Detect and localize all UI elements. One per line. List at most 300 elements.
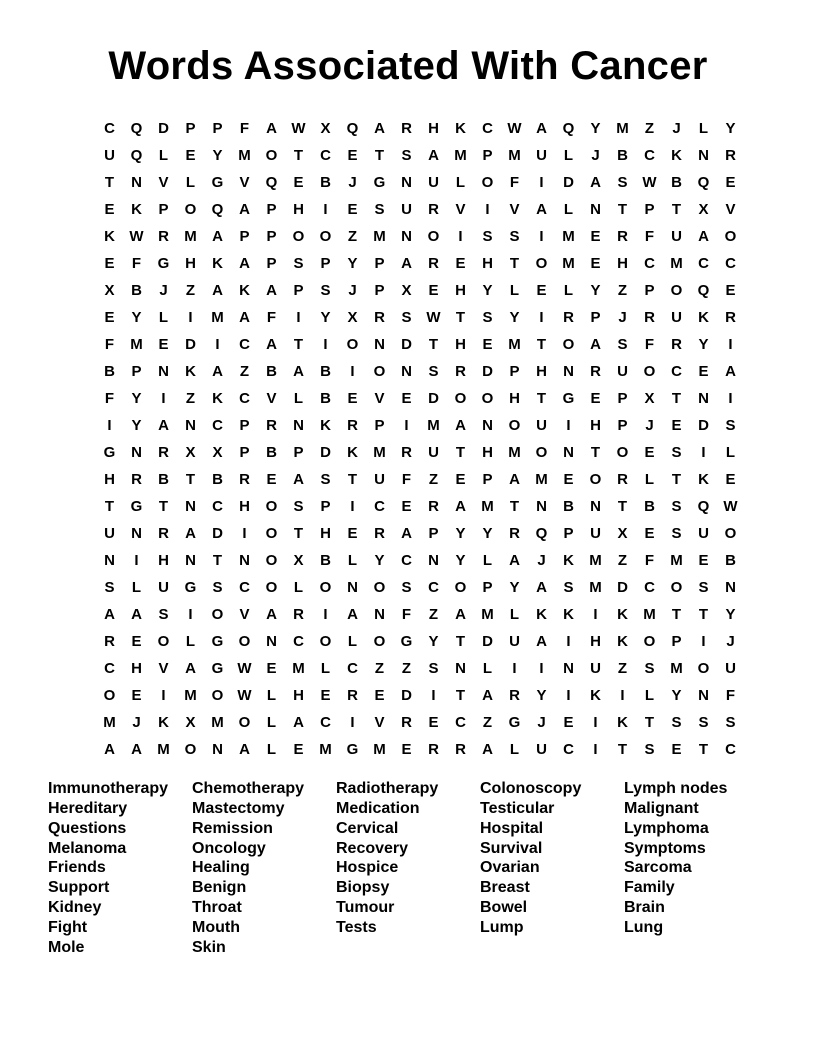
grid-letter: P	[185, 120, 196, 137]
grid-letter: M	[373, 444, 386, 461]
grid-letter: T	[590, 444, 601, 461]
grid-letter: X	[212, 444, 223, 461]
grid-letter: O	[319, 228, 332, 245]
word-item: Symptoms	[624, 839, 706, 857]
grid-letter: G	[103, 444, 116, 461]
grid-letter: T	[158, 498, 169, 515]
grid-letter: T	[293, 525, 304, 542]
grid-letter: C	[104, 660, 115, 677]
grid-letter: F	[239, 120, 250, 137]
grid-letter: H	[536, 363, 547, 380]
grid-letter: R	[509, 525, 520, 542]
grid-letter: R	[671, 336, 682, 353]
grid-letter: L	[293, 390, 304, 407]
grid-letter: M	[670, 660, 683, 677]
grid-letter: J	[726, 633, 735, 650]
grid-letter: A	[536, 201, 547, 218]
grid-letter: O	[697, 660, 710, 677]
grid-letter: N	[698, 147, 709, 164]
grid-letter: O	[157, 633, 170, 650]
grid-letter: R	[401, 444, 412, 461]
grid-letter: T	[293, 147, 304, 164]
grid-letter: A	[455, 498, 466, 515]
grid-letter: E	[347, 525, 358, 542]
grid-letter: D	[401, 687, 412, 704]
grid-letter: F	[644, 336, 655, 353]
grid-letter: L	[185, 633, 196, 650]
grid-letter: X	[185, 444, 196, 461]
grid-letter: K	[536, 606, 547, 623]
grid-letter: O	[292, 228, 305, 245]
grid-letter: Y	[698, 336, 709, 353]
grid-letter: E	[266, 660, 277, 677]
grid-letter: K	[698, 309, 709, 326]
grid-letter: A	[239, 309, 250, 326]
grid-letter: I	[404, 417, 409, 434]
grid-letter: H	[482, 255, 493, 272]
grid-letter: R	[617, 471, 628, 488]
grid-letter: O	[724, 525, 737, 542]
word-item: Cervical	[336, 819, 399, 837]
grid-letter: W	[129, 228, 144, 245]
grid-letter: O	[238, 633, 251, 650]
grid-letter: P	[617, 390, 628, 407]
grid-letter: R	[266, 417, 277, 434]
grid-letter: Y	[725, 606, 736, 623]
grid-letter: X	[401, 282, 412, 299]
grid-letter: U	[428, 174, 439, 191]
grid-letter: S	[482, 228, 493, 245]
grid-letter: T	[212, 552, 223, 569]
grid-letter: E	[158, 336, 169, 353]
word-item: Mouth	[192, 918, 240, 936]
grid-letter: L	[185, 174, 196, 191]
grid-letter: N	[374, 336, 385, 353]
grid-letter: D	[482, 363, 493, 380]
grid-letter: L	[644, 471, 655, 488]
grid-letter: E	[725, 174, 736, 191]
grid-letter: E	[428, 282, 439, 299]
grid-row	[96, 520, 744, 547]
grid-letter: M	[508, 444, 521, 461]
grid-letter: V	[158, 174, 169, 191]
grid-letter: W	[642, 174, 657, 191]
grid-letter: Y	[590, 120, 601, 137]
grid-letter: O	[265, 525, 278, 542]
grid-letter: A	[536, 579, 547, 596]
grid-letter: U	[725, 660, 736, 677]
grid-letter: L	[131, 579, 142, 596]
grid-letter: J	[348, 282, 357, 299]
grid-letter: E	[455, 471, 466, 488]
grid-letter: G	[373, 174, 386, 191]
grid-letter: R	[374, 525, 385, 542]
grid-letter: V	[239, 606, 250, 623]
grid-letter: U	[698, 525, 709, 542]
grid-letter: X	[644, 390, 655, 407]
grid-letter: E	[347, 147, 358, 164]
grid-letter: H	[185, 255, 196, 272]
grid-letter: R	[428, 741, 439, 758]
grid-row	[96, 142, 744, 169]
grid-letter: O	[589, 471, 602, 488]
word-item: Immunotherapy	[48, 780, 169, 797]
grid-letter: M	[373, 741, 386, 758]
grid-letter: X	[617, 525, 628, 542]
grid-letter: N	[590, 498, 601, 515]
grid-letter: O	[670, 282, 683, 299]
grid-letter: L	[266, 687, 277, 704]
grid-row	[96, 601, 744, 628]
grid-row	[96, 169, 744, 196]
grid-letter: H	[131, 660, 142, 677]
grid-letter: I	[350, 363, 355, 380]
grid-letter: O	[103, 687, 116, 704]
grid-letter: A	[104, 741, 115, 758]
grid-letter: T	[455, 687, 466, 704]
grid-letter: H	[320, 525, 331, 542]
grid-letter: E	[401, 741, 412, 758]
grid-letter: I	[539, 174, 544, 191]
grid-letter: C	[428, 579, 439, 596]
grid-letter: C	[455, 714, 466, 731]
grid-letter: L	[266, 714, 277, 731]
grid-letter: T	[455, 444, 466, 461]
grid-letter: M	[319, 741, 332, 758]
grid-letter: L	[482, 552, 493, 569]
grid-letter: L	[293, 579, 304, 596]
grid-letter: R	[509, 687, 520, 704]
grid-letter: A	[455, 417, 466, 434]
grid-letter: C	[293, 633, 304, 650]
grid-letter: N	[563, 660, 574, 677]
grid-letter: Z	[185, 282, 196, 299]
grid-letter: V	[725, 201, 736, 218]
grid-letter: O	[454, 390, 467, 407]
grid-letter: J	[537, 552, 546, 569]
word-column	[480, 779, 624, 958]
grid-letter: B	[320, 174, 331, 191]
grid-letter: O	[373, 633, 386, 650]
grid-letter: O	[481, 390, 494, 407]
grid-row	[96, 331, 744, 358]
grid-letter: N	[131, 174, 142, 191]
grid-letter: I	[620, 687, 625, 704]
word-item: Throat	[192, 899, 242, 917]
grid-letter: I	[242, 525, 247, 542]
grid-letter: P	[266, 201, 277, 218]
grid-letter: D	[698, 417, 709, 434]
grid-letter: P	[293, 444, 304, 461]
grid-letter: Y	[131, 309, 142, 326]
grid-letter: E	[131, 687, 142, 704]
grid-letter: X	[104, 282, 115, 299]
grid-letter: O	[265, 552, 278, 569]
grid-letter: B	[131, 282, 142, 299]
grid-letter: E	[482, 336, 493, 353]
grid-letter: Y	[428, 633, 439, 650]
grid-letter: S	[725, 417, 736, 434]
grid-letter: M	[535, 471, 548, 488]
grid-row	[96, 196, 744, 223]
grid-letter: H	[509, 390, 520, 407]
word-item: Colonoscopy	[480, 780, 582, 797]
grid-letter: M	[643, 606, 656, 623]
grid-row	[96, 736, 744, 763]
grid-letter: C	[320, 147, 331, 164]
grid-letter: Q	[562, 120, 575, 137]
grid-letter: T	[617, 741, 628, 758]
grid-letter: N	[185, 552, 196, 569]
grid-letter: M	[157, 741, 170, 758]
grid-letter: A	[590, 336, 601, 353]
grid-letter: P	[563, 525, 574, 542]
grid-letter: R	[725, 309, 736, 326]
grid-letter: K	[185, 363, 196, 380]
grid-letter: B	[725, 552, 736, 569]
grid-letter: I	[458, 228, 463, 245]
grid-letter: B	[671, 174, 682, 191]
grid-letter: D	[185, 336, 196, 353]
grid-letter: H	[239, 498, 250, 515]
grid-letter: G	[508, 714, 521, 731]
grid-row	[96, 304, 744, 331]
grid-letter: L	[320, 660, 331, 677]
grid-letter: E	[725, 471, 736, 488]
grid-letter: S	[698, 579, 709, 596]
grid-letter: A	[698, 228, 709, 245]
grid-letter: A	[428, 147, 439, 164]
grid-letter: O	[346, 336, 359, 353]
grid-letter: E	[590, 390, 601, 407]
grid-letter: L	[266, 741, 277, 758]
grid-letter: R	[293, 606, 304, 623]
word-item: Kidney	[48, 899, 102, 917]
grid-letter: S	[320, 471, 331, 488]
grid-letter: R	[347, 417, 358, 434]
word-item: Oncology	[192, 839, 266, 857]
grid-row	[96, 358, 744, 385]
grid-letter: I	[188, 309, 193, 326]
grid-letter: K	[671, 147, 682, 164]
grid-letter: N	[401, 174, 412, 191]
grid-letter: A	[266, 606, 277, 623]
grid-letter: K	[104, 228, 115, 245]
grid-letter: E	[401, 498, 412, 515]
grid-letter: C	[104, 120, 115, 137]
grid-letter: B	[644, 498, 655, 515]
grid-letter: P	[644, 282, 655, 299]
grid-letter: E	[293, 741, 304, 758]
grid-letter: H	[455, 282, 466, 299]
grid-letter: U	[536, 147, 547, 164]
grid-letter: T	[455, 309, 466, 326]
grid-letter: A	[185, 525, 196, 542]
word-item: Questions	[48, 819, 127, 837]
grid-letter: I	[539, 228, 544, 245]
grid-letter: X	[347, 309, 358, 326]
grid-letter: I	[323, 336, 328, 353]
grid-letter: S	[401, 309, 412, 326]
grid-letter: R	[563, 309, 574, 326]
grid-letter: O	[535, 444, 548, 461]
grid-letter: G	[211, 633, 224, 650]
grid-letter: O	[535, 255, 548, 272]
grid-letter: E	[347, 201, 358, 218]
grid-letter: C	[644, 147, 655, 164]
grid-row	[96, 628, 744, 655]
grid-letter: O	[670, 579, 683, 596]
grid-letter: B	[158, 471, 169, 488]
grid-letter: V	[374, 714, 385, 731]
grid-letter: J	[159, 282, 168, 299]
grid-letter: I	[512, 660, 517, 677]
grid-letter: M	[427, 417, 440, 434]
grid-letter: T	[293, 336, 304, 353]
word-column	[48, 779, 192, 958]
grid-letter: P	[482, 471, 493, 488]
grid-letter: N	[563, 444, 574, 461]
grid-letter: A	[158, 417, 169, 434]
grid-letter: Y	[671, 687, 682, 704]
grid-letter: P	[293, 282, 304, 299]
grid-letter: F	[104, 336, 115, 353]
grid-letter: A	[374, 120, 385, 137]
grid-letter: I	[323, 606, 328, 623]
grid-letter: H	[455, 336, 466, 353]
grid-letter: D	[563, 174, 574, 191]
grid-letter: V	[239, 174, 250, 191]
grid-letter: J	[132, 714, 141, 731]
grid-letter: K	[698, 471, 709, 488]
grid-letter: C	[239, 579, 250, 596]
word-item: Biopsy	[336, 879, 390, 897]
word-column	[624, 779, 768, 958]
grid-row	[96, 250, 744, 277]
grid-row	[96, 466, 744, 493]
grid-letter: S	[671, 444, 682, 461]
grid-row	[96, 574, 744, 601]
grid-row	[96, 655, 744, 682]
grid-row	[96, 709, 744, 736]
grid-letter: K	[563, 552, 574, 569]
grid-letter: T	[671, 390, 682, 407]
grid-letter: O	[211, 687, 224, 704]
grid-letter: F	[266, 309, 277, 326]
grid-letter: L	[563, 201, 574, 218]
grid-letter: Y	[455, 552, 466, 569]
grid-letter: O	[616, 444, 629, 461]
grid-letter: O	[427, 228, 440, 245]
grid-letter: I	[566, 687, 571, 704]
grid-letter: U	[158, 579, 169, 596]
grid-letter: V	[455, 201, 466, 218]
grid-letter: K	[347, 444, 358, 461]
grid-letter: E	[563, 714, 574, 731]
grid-letter: U	[536, 741, 547, 758]
grid-letter: A	[266, 282, 277, 299]
grid-letter: W	[426, 309, 441, 326]
grid-letter: C	[401, 552, 412, 569]
word-item: Lump	[480, 918, 524, 936]
word-column	[192, 779, 336, 958]
grid-letter: Y	[536, 687, 547, 704]
grid-letter: Y	[482, 282, 493, 299]
grid-letter: X	[293, 552, 304, 569]
grid-letter: P	[239, 228, 250, 245]
grid-letter: W	[237, 687, 252, 704]
grid-letter: S	[671, 714, 682, 731]
grid-letter: F	[725, 687, 736, 704]
grid-letter: O	[562, 336, 575, 353]
grid-letter: O	[184, 741, 197, 758]
grid-row	[96, 682, 744, 709]
grid-letter: F	[104, 390, 115, 407]
word-item: Tumour	[336, 899, 395, 917]
grid-letter: I	[593, 606, 598, 623]
grid-letter: O	[265, 498, 278, 515]
grid-letter: E	[698, 552, 709, 569]
word-item: Healing	[192, 859, 250, 877]
grid-letter: E	[563, 471, 574, 488]
grid-letter: N	[374, 606, 385, 623]
word-item: Support	[48, 879, 110, 897]
grid-letter: O	[643, 633, 656, 650]
grid-letter: A	[293, 471, 304, 488]
grid-letter: I	[188, 606, 193, 623]
grid-letter: W	[507, 120, 522, 137]
grid-letter: A	[536, 633, 547, 650]
grid-letter: Q	[535, 525, 548, 542]
word-item: Lymph nodes	[624, 780, 728, 797]
grid-letter: N	[266, 633, 277, 650]
grid-letter: Z	[185, 390, 196, 407]
grid-letter: Q	[697, 174, 710, 191]
grid-letter: A	[482, 687, 493, 704]
grid-letter: I	[107, 417, 112, 434]
grid-letter: T	[509, 255, 520, 272]
grid-letter: K	[617, 606, 628, 623]
grid-letter: E	[347, 390, 358, 407]
grid-letter: A	[185, 660, 196, 677]
grid-letter: O	[643, 363, 656, 380]
grid-letter: D	[401, 336, 412, 353]
grid-letter: L	[725, 444, 736, 461]
word-item: Benign	[192, 879, 247, 897]
grid-letter: R	[428, 201, 439, 218]
grid-letter: H	[617, 255, 628, 272]
grid-letter: N	[347, 579, 358, 596]
grid-letter: M	[292, 660, 305, 677]
grid-letter: O	[373, 579, 386, 596]
grid-letter: B	[320, 363, 331, 380]
grid-letter: U	[104, 147, 115, 164]
grid-row	[96, 115, 744, 142]
grid-letter: M	[103, 714, 116, 731]
grid-letter: U	[374, 471, 385, 488]
grid-letter: E	[266, 471, 277, 488]
grid-letter: A	[536, 120, 547, 137]
grid-letter: E	[590, 255, 601, 272]
grid-letter: E	[644, 444, 655, 461]
grid-letter: O	[265, 147, 278, 164]
grid-letter: R	[455, 741, 466, 758]
grid-letter: R	[239, 471, 250, 488]
grid-letter: E	[293, 174, 304, 191]
grid-letter: P	[644, 201, 655, 218]
grid-letter: I	[728, 336, 733, 353]
grid-letter: R	[158, 444, 169, 461]
